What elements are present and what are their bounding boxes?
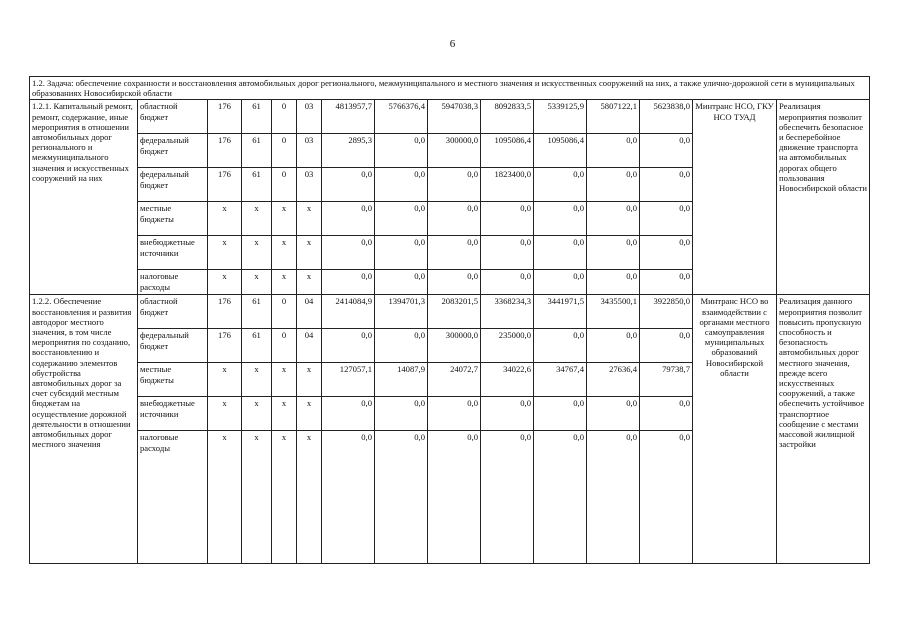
value-cell: 0,0 xyxy=(481,397,534,431)
value-cell: 0,0 xyxy=(587,168,640,202)
code-cell: x xyxy=(208,363,242,397)
value-cell: 0,0 xyxy=(640,202,693,236)
code-cell: x xyxy=(297,431,322,564)
value-cell: 2895,3 xyxy=(322,134,375,168)
code-cell: x xyxy=(297,397,322,431)
value-cell: 0,0 xyxy=(587,431,640,564)
code-cell: x xyxy=(208,236,242,270)
code-cell: 0 xyxy=(272,329,297,363)
value-cell: 0,0 xyxy=(481,431,534,564)
code-cell: x xyxy=(272,202,297,236)
task-header: 1.2. Задача: обеспечение сохранности и восстановления автомобильных дорог регионального, межмуниципального и местного значения и искусственных сооружений на них, а также улично-дорожной сети в муниципальных образованиях Новосибирской области xyxy=(30,77,870,100)
code-cell: 03 xyxy=(297,100,322,134)
value-cell: 300000,0 xyxy=(428,134,481,168)
funding-source: федеральный бюджет xyxy=(138,168,208,202)
value-cell: 14087,9 xyxy=(375,363,428,397)
code-cell: 61 xyxy=(242,329,272,363)
code-cell: x xyxy=(208,431,242,564)
value-cell: 0,0 xyxy=(534,168,587,202)
value-cell: 0,0 xyxy=(534,431,587,564)
code-cell: 03 xyxy=(297,134,322,168)
funding-source: внебюджетные источники xyxy=(138,397,208,431)
code-cell: x xyxy=(208,202,242,236)
code-cell: 61 xyxy=(242,295,272,329)
funding-source: местные бюджеты xyxy=(138,202,208,236)
value-cell: 0,0 xyxy=(322,236,375,270)
value-cell: 0,0 xyxy=(428,397,481,431)
code-cell: 176 xyxy=(208,134,242,168)
value-cell: 0,0 xyxy=(534,329,587,363)
code-cell: 176 xyxy=(208,168,242,202)
table-row xyxy=(30,100,870,134)
result-cell: Реализация данного мероприятия позволит повысить пропускную способность и безопасность автомобильных дорог местного значения, прежде всего искусственных сооружений, а также обеспечить устойчивое транспортное сообщение с местами массовой жилищной застройки xyxy=(777,295,870,564)
value-cell: 0,0 xyxy=(481,202,534,236)
executor-cell: Минтранс НСО во взаимодействии с органами местного самоуправления муниципальных образований Новосибирской области xyxy=(693,295,777,564)
code-cell: 176 xyxy=(208,100,242,134)
code-cell: x xyxy=(297,202,322,236)
page-number: 6 xyxy=(449,38,456,50)
value-cell: 0,0 xyxy=(640,236,693,270)
code-cell: 0 xyxy=(272,168,297,202)
value-cell: 0,0 xyxy=(640,431,693,564)
value-cell: 0,0 xyxy=(640,397,693,431)
funding-source: федеральный бюджет xyxy=(138,134,208,168)
code-cell: 176 xyxy=(208,329,242,363)
value-cell: 4813957,7 xyxy=(322,100,375,134)
value-cell: 34767,4 xyxy=(534,363,587,397)
value-cell: 3435500,1 xyxy=(587,295,640,329)
code-cell: x xyxy=(297,363,322,397)
value-cell: 0,0 xyxy=(587,202,640,236)
value-cell: 0,0 xyxy=(640,329,693,363)
value-cell: 0,0 xyxy=(428,168,481,202)
value-cell: 0,0 xyxy=(534,202,587,236)
code-cell: 0 xyxy=(272,134,297,168)
value-cell: 3368234,3 xyxy=(481,295,534,329)
value-cell: 5339125,9 xyxy=(534,100,587,134)
code-cell: x xyxy=(242,270,272,295)
value-cell: 5807122,1 xyxy=(587,100,640,134)
value-cell: 0,0 xyxy=(428,236,481,270)
measure-name: 1.2.2. Обеспечение восстановления и развития автодорог местного значения, в том числе мероприятия по созданию, восстановлению и содержанию элементов обустройства автомобильных дорог за счет субсидий местным бюджетам на осуществление дорожной деятельности в отношении автомобильных дорог местного значения xyxy=(30,295,138,564)
program-table xyxy=(29,76,870,564)
code-cell: 04 xyxy=(297,329,322,363)
result-cell: Реализация мероприятия позволит обеспечить безопасное и бесперебойное движение транспорта на автомобильных дорогах общего пользования Новосибирской области xyxy=(777,100,870,295)
value-cell: 79738,7 xyxy=(640,363,693,397)
value-cell: 0,0 xyxy=(587,329,640,363)
value-cell: 24072,7 xyxy=(428,363,481,397)
code-cell: x xyxy=(272,236,297,270)
code-cell: x xyxy=(272,431,297,564)
value-cell: 0,0 xyxy=(640,270,693,295)
funding-source: внебюджетные источники xyxy=(138,236,208,270)
code-cell: x xyxy=(208,270,242,295)
value-cell: 2083201,5 xyxy=(428,295,481,329)
value-cell: 0,0 xyxy=(534,397,587,431)
code-cell: 0 xyxy=(272,295,297,329)
value-cell: 1823400,0 xyxy=(481,168,534,202)
code-cell: x xyxy=(242,202,272,236)
value-cell: 0,0 xyxy=(375,236,428,270)
value-cell: 3441971,5 xyxy=(534,295,587,329)
value-cell: 0,0 xyxy=(481,270,534,295)
funding-source: местные бюджеты xyxy=(138,363,208,397)
code-cell: x xyxy=(242,363,272,397)
value-cell: 34022,6 xyxy=(481,363,534,397)
value-cell: 8092833,5 xyxy=(481,100,534,134)
code-cell: 176 xyxy=(208,295,242,329)
funding-source: областной бюджет xyxy=(138,295,208,329)
executor-cell: Минтранс НСО, ГКУ НСО ТУАД xyxy=(693,100,777,295)
code-cell: x xyxy=(297,236,322,270)
value-cell: 0,0 xyxy=(322,329,375,363)
value-cell: 0,0 xyxy=(587,397,640,431)
value-cell: 0,0 xyxy=(375,168,428,202)
code-cell: x xyxy=(272,397,297,431)
value-cell: 5947038,3 xyxy=(428,100,481,134)
value-cell: 0,0 xyxy=(534,270,587,295)
value-cell: 1394701,3 xyxy=(375,295,428,329)
value-cell: 127057,1 xyxy=(322,363,375,397)
funding-source: налоговые расходы xyxy=(138,431,208,564)
table-row xyxy=(30,295,870,329)
value-cell: 0,0 xyxy=(375,431,428,564)
value-cell: 0,0 xyxy=(587,134,640,168)
measure-name: 1.2.1. Капитальный ремонт, ремонт, содержание, иные мероприятия в отношении автомобильных дорог регионального и межмуниципального значения и искусственных сооружений на них xyxy=(30,100,138,295)
code-cell: 61 xyxy=(242,134,272,168)
value-cell: 1095086,4 xyxy=(534,134,587,168)
code-cell: x xyxy=(242,397,272,431)
code-cell: x xyxy=(208,397,242,431)
value-cell: 5766376,4 xyxy=(375,100,428,134)
code-cell: x xyxy=(272,363,297,397)
value-cell: 0,0 xyxy=(481,236,534,270)
value-cell: 0,0 xyxy=(640,168,693,202)
code-cell: 0 xyxy=(272,100,297,134)
value-cell: 0,0 xyxy=(375,270,428,295)
value-cell: 0,0 xyxy=(428,270,481,295)
value-cell: 0,0 xyxy=(322,270,375,295)
code-cell: 61 xyxy=(242,100,272,134)
value-cell: 5623838,0 xyxy=(640,100,693,134)
code-cell: 04 xyxy=(297,295,322,329)
value-cell: 0,0 xyxy=(375,397,428,431)
funding-source: федеральный бюджет xyxy=(138,329,208,363)
value-cell: 300000,0 xyxy=(428,329,481,363)
value-cell: 2414084,9 xyxy=(322,295,375,329)
value-cell: 0,0 xyxy=(375,329,428,363)
value-cell: 0,0 xyxy=(587,236,640,270)
code-cell: x xyxy=(242,236,272,270)
value-cell: 1095086,4 xyxy=(481,134,534,168)
value-cell: 0,0 xyxy=(322,202,375,236)
value-cell: 0,0 xyxy=(322,397,375,431)
funding-source: налоговые расходы xyxy=(138,270,208,295)
value-cell: 0,0 xyxy=(375,134,428,168)
code-cell: x xyxy=(272,270,297,295)
value-cell: 0,0 xyxy=(428,431,481,564)
code-cell: 03 xyxy=(297,168,322,202)
value-cell: 0,0 xyxy=(322,168,375,202)
value-cell: 235000,0 xyxy=(481,329,534,363)
code-cell: x xyxy=(242,431,272,564)
value-cell: 0,0 xyxy=(322,431,375,564)
value-cell: 0,0 xyxy=(375,202,428,236)
value-cell: 0,0 xyxy=(640,134,693,168)
code-cell: x xyxy=(297,270,322,295)
code-cell: 61 xyxy=(242,168,272,202)
funding-source: областной бюджет xyxy=(138,100,208,134)
value-cell: 3922850,0 xyxy=(640,295,693,329)
value-cell: 0,0 xyxy=(587,270,640,295)
value-cell: 0,0 xyxy=(534,236,587,270)
value-cell: 0,0 xyxy=(428,202,481,236)
value-cell: 27636,4 xyxy=(587,363,640,397)
